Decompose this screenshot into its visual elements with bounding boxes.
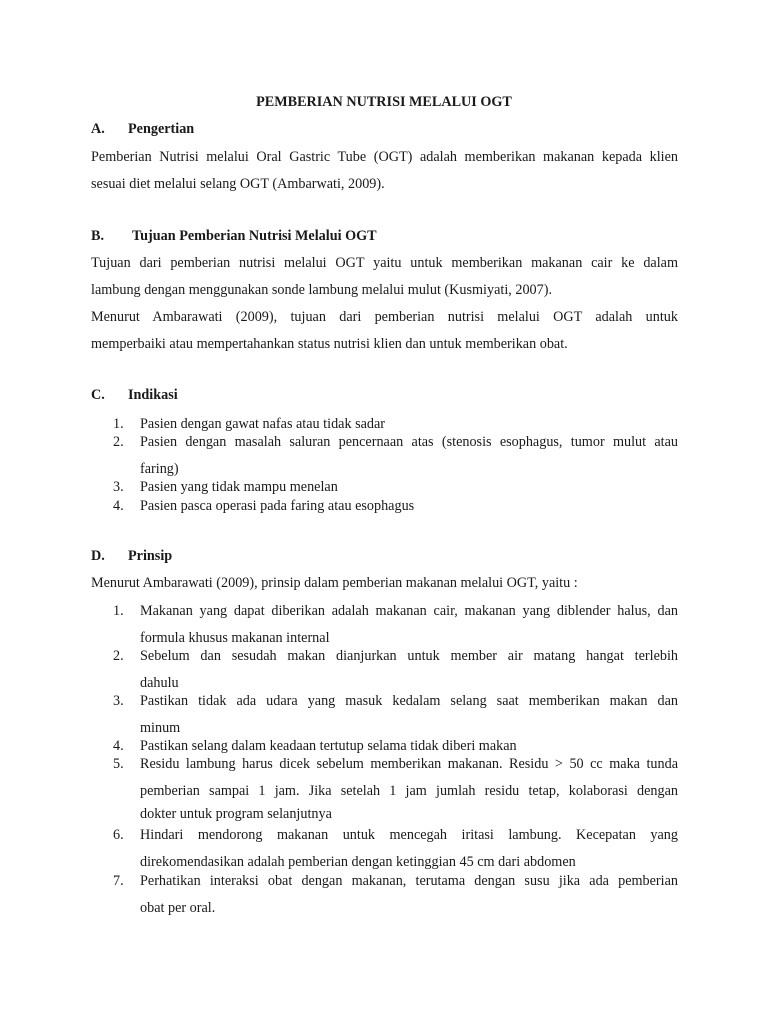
list-text: dahulu (140, 675, 179, 691)
paragraph-line: memperbaiki atau mempertahankan status nutrisi klien dan untuk memberikan obat. (91, 336, 568, 352)
section-c-heading (91, 387, 178, 404)
list-text: Residu lambung harus dicek sebelum memberikan makanan. Residu > 50 cc maka tunda (140, 756, 678, 772)
list-text: Makanan yang dapat diberikan adalah makanan cair, makanan yang diblender halus, dan (140, 603, 678, 619)
list-number: 2. (113, 648, 124, 664)
paragraph-line: lambung dengan menggunakan sonde lambung melalui mulut (Kusmiyati, 2007). (91, 282, 553, 298)
list-text: Pasien dengan masalah saluran pencernaan atas (stenosis esophagus, tumor mulut atau (140, 434, 678, 450)
section-c-title: Indikasi (128, 387, 178, 403)
list-text: direkomendasikan adalah pemberian dengan ketinggian 45 cm dari abdomen (140, 854, 576, 870)
list-item (113, 690, 678, 740)
section-b-title: Tujuan Pemberian Nutrisi Melalui OGT (132, 228, 377, 244)
list-text: faring) (140, 461, 179, 477)
list-item (113, 753, 678, 826)
list-text: Pastikan tidak ada udara yang masuk kedalam selang saat memberikan makan dan (140, 693, 678, 709)
section-d-letter: D. (91, 548, 105, 564)
list-text: Sebelum dan sesudah makan dianjurkan untuk member air matang hangat terlebih (140, 648, 678, 664)
paragraph-line: sesuai diet melalui selang OGT (Ambarwati, 2009). (91, 176, 385, 192)
page-title: PEMBERIAN NUTRISI MELALUI OGT (256, 94, 512, 110)
list-number: 4. (113, 738, 124, 754)
list-text: Pasien yang tidak mampu menelan (140, 479, 338, 495)
list-item (113, 431, 678, 481)
list-text: minum (140, 720, 181, 736)
list-text: Pasien pasca operasi pada faring atau esophagus (140, 498, 415, 514)
list-item (113, 824, 678, 874)
section-a-letter: A. (91, 121, 105, 137)
list-text: dokter untuk program selanjutnya (140, 806, 332, 822)
list-number: 6. (113, 827, 124, 843)
section-b-heading (91, 228, 377, 245)
list-number: 1. (113, 603, 124, 619)
list-text: Perhatikan interaksi obat dengan makanan, terutama dengan susu jika ada pemberian (140, 873, 678, 889)
list-text: Hindari mendorong makanan untuk mencegah iritasi lambung. Kecepatan yang (140, 827, 678, 843)
list-number: 7. (113, 873, 124, 889)
list-item (113, 645, 678, 695)
list-number: 3. (113, 479, 124, 495)
list-number: 1. (113, 416, 124, 432)
list-number: 4. (113, 498, 124, 514)
section-b-paragraph-2 (91, 304, 678, 358)
section-d-heading (91, 548, 172, 565)
paragraph-line: Pemberian Nutrisi melalui Oral Gastric Tube (OGT) adalah memberikan makanan kepada klien (91, 149, 678, 165)
list-number: 3. (113, 693, 124, 709)
paragraph-line: Menurut Ambarawati (2009), tujuan dari pemberian nutrisi melalui OGT adalah untuk (91, 309, 678, 325)
list-text: pemberian sampai 1 jam. Jika setelah 1 jam jumlah residu tetap, kolaborasi dengan (140, 783, 678, 799)
section-d-title: Prinsip (128, 548, 173, 564)
list-text: obat per oral. (140, 900, 216, 916)
section-b-letter: B. (91, 228, 105, 244)
list-item (113, 600, 678, 650)
section-b-paragraph-1 (91, 250, 678, 304)
list-item (113, 495, 678, 518)
section-a-heading (91, 121, 194, 138)
list-text: formula khusus makanan internal (140, 630, 330, 646)
list-number: 2. (113, 434, 124, 450)
section-a-paragraph (91, 144, 678, 198)
section-d-intro: Menurut Ambarawati (2009), prinsip dalam pemberian makanan melalui OGT, yaitu : (91, 575, 578, 591)
section-a-title: Pengertian (128, 121, 195, 137)
section-c-letter: C. (91, 387, 105, 403)
list-text: Pastikan selang dalam keadaan tertutup selama tidak diberi makan (140, 738, 517, 754)
list-text: Pasien dengan gawat nafas atau tidak sadar (140, 416, 386, 432)
paragraph-line: Tujuan dari pemberian nutrisi melalui OGT yaitu untuk memberikan makanan cair ke dalam (91, 255, 678, 271)
list-number: 5. (113, 756, 124, 772)
list-item (113, 870, 678, 920)
